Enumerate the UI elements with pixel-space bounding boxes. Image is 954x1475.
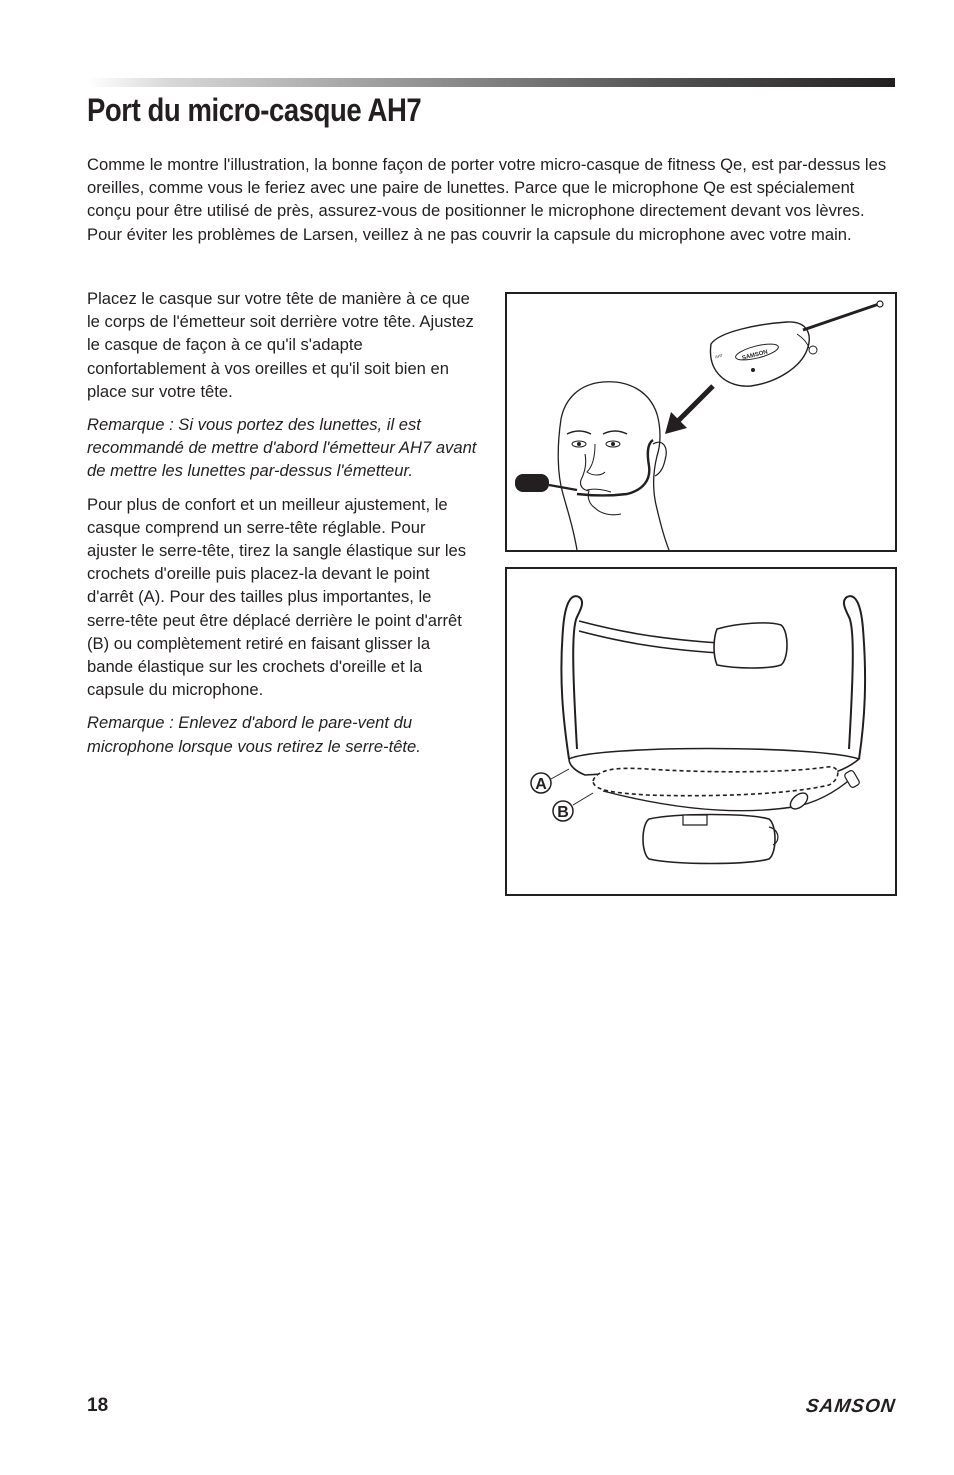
nose xyxy=(587,444,605,475)
ear-hook-left xyxy=(561,596,582,759)
head-outline xyxy=(558,382,669,550)
note-glasses: Remarque : Si vous portez des lunettes, il est recommandé de mettre d'abord l'émetteur AH7 avant de mettre les lunettes par-dessus l'émetteur. xyxy=(87,415,477,481)
page-title: Port du micro-casque AH7 xyxy=(87,92,422,128)
cable-clip xyxy=(787,790,810,812)
transmitter-logo: SAMSON xyxy=(741,349,769,362)
eyebrows xyxy=(567,431,627,434)
figure-wearing-headset xyxy=(505,292,897,552)
paragraph-headband: Pour plus de confort et un meilleur ajustement, le casque comprend un serre-tête réglable. Pour ajuster le serre-tête, tirez la sangle élastique sur les crochets d'oreille puis placez-la devant le point d'arrêt (A). Pour des tailles plus importantes, le serre-tête peut être déplacé derrière le point d'arrêt (B) ou complètement retiré en faisant glisser la bande élastique sur les crochets d'oreille et la capsule du microphone. xyxy=(87,494,467,700)
headband-illustration xyxy=(507,569,895,894)
brand-logo: SAMSON xyxy=(804,1396,897,1417)
header-rule xyxy=(88,78,895,87)
elastic-strap xyxy=(593,767,838,796)
face-profile xyxy=(580,454,621,515)
mouth xyxy=(587,489,611,492)
body-column xyxy=(87,287,479,768)
mic-boom xyxy=(579,621,719,643)
page-number: 18 xyxy=(87,1395,109,1416)
label-a: A xyxy=(535,776,547,793)
transmitter xyxy=(710,301,883,386)
transmitter-model: AH7 xyxy=(714,352,724,360)
arrow xyxy=(675,386,713,424)
paragraph-placement: Placez le casque sur votre tête de manière à ce que le corps de l'émetteur soit derrière votre tête. Ajustez le casque de façon à ce qu'il s'adapte confortablement à vos oreilles et qu'il soit bien en place sur votre tête. xyxy=(87,289,474,401)
transmitter-antenna xyxy=(803,304,879,330)
note-windscreen: Remarque : Enlevez d'abord le pare-vent du microphone lorsque vous retirez le serre-tête. xyxy=(87,713,421,756)
figure-headband xyxy=(505,567,897,896)
label-b: B xyxy=(557,804,569,821)
ear-hook-right xyxy=(844,596,865,759)
mic-windscreen xyxy=(714,623,787,668)
transmitter-pack xyxy=(643,815,775,864)
mic-windscreen xyxy=(515,474,549,492)
intro-paragraph: Comme le montre l'illustration, la bonne façon de porter votre micro-casque de fitness Qe, est par-dessus les oreilles, comme vous le feriez avec une paire de lunettes. Parce que le microphone Qe est spécialement conçu pour être utilisé de près, assurez-vous de positionner le microphone directement devant vos lèvres. Pour éviter les problèmes de Larsen, veillez à ne pas couvrir la capsule du microphone avec votre main. xyxy=(87,155,887,244)
wearing-illustration xyxy=(507,294,895,550)
headset-boom xyxy=(577,440,653,496)
